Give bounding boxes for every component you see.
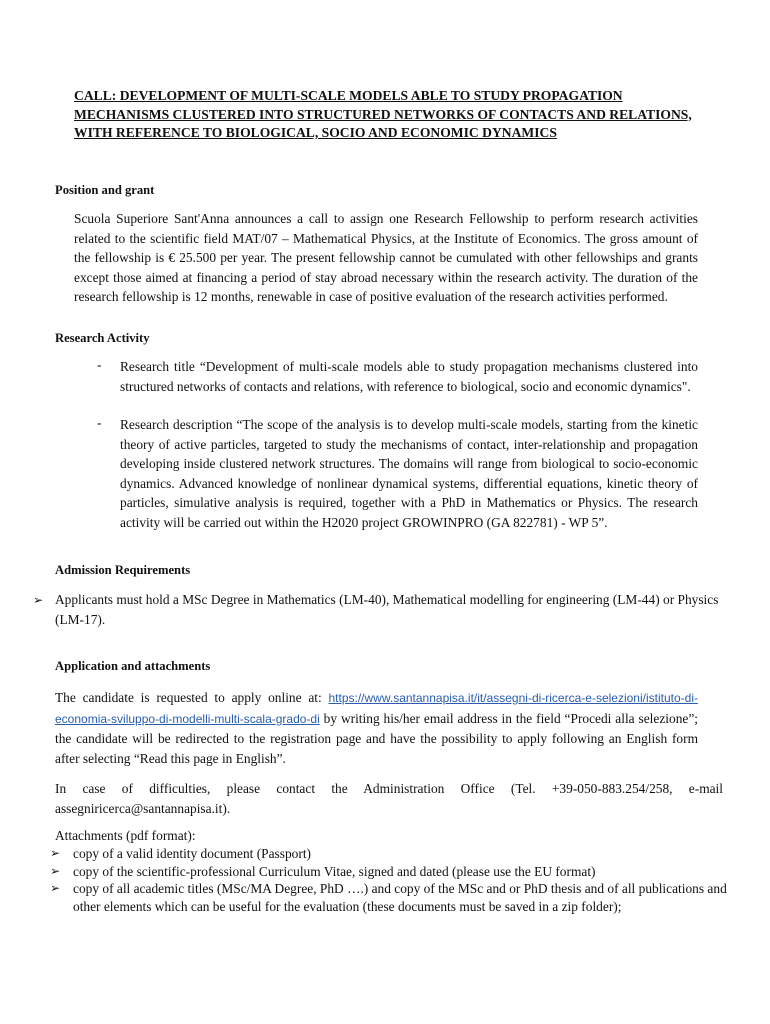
admission-requirement-item: Applicants must hold a MSc Degree in Mathematics (LM-40), Mathematical modelling for engineering (LM-44) or Physics (LM-17). bbox=[55, 592, 719, 627]
dash-bullet: - bbox=[97, 357, 102, 372]
arrow-bullet-icon: ➢ bbox=[50, 863, 61, 878]
application-intro: The candidate is requested to apply online at: bbox=[55, 690, 329, 705]
arrow-bullet-icon: ➢ bbox=[33, 593, 44, 607]
attachment-text: copy of all academic titles (MSc/MA Degree, PhD ….) and copy of the MSc and or PhD thesis and of all publications and other elements which can be useful for the evaluation (these documents must be saved in a zip folder); bbox=[73, 881, 727, 914]
position-paragraph: Scuola Superiore Sant'Anna announces a call to assign one Research Fellowship to perform research activities related to the scientific field MAT/07 – Mathematical Physics, at the Institute of Economics. The gross amount of the fellowship is € 25.500 per year. The present fellowship cannot be cumulated with other fellowships and grants except those aimed at financing a period of stay abroad necessary within the research activity. The duration of the research fellowship is 12 months, renewable in case of positive evaluation of the research activities performed. bbox=[74, 211, 698, 304]
application-paragraph bbox=[55, 688, 698, 768]
document-title: CALL: DEVELOPMENT OF MULTI-SCALE MODELS ABLE TO STUDY PROPAGATION MECHANISMS CLUSTERED INTO STRUCTURED NETWORKS OF CONTACTS AND RELATIONS, WITH REFERENCE TO BIOLOGICAL, SOCIO AND ECONOMIC DYNAMICS bbox=[74, 88, 692, 140]
attachment-text: copy of the scientific-professional Curriculum Vitae, signed and dated (please use the EU format) bbox=[73, 863, 596, 879]
position-heading: Position and grant bbox=[55, 183, 155, 197]
application-after-link: by writing his/her email address in the field “Procedi alla selezione”; the candidate will be redirected to the registration page and have the possibility to apply following an English form after selecting “Read this page in English”. bbox=[55, 710, 698, 766]
application-heading: Application and attachments bbox=[55, 659, 211, 673]
list-item bbox=[50, 880, 730, 915]
list-item bbox=[50, 845, 730, 863]
arrow-bullet-icon: ➢ bbox=[50, 881, 61, 895]
contact-paragraph: In case of difficulties, please contact the Administration Office (Tel. +39-050-883.254/258, e-mail assegniricerca@santannapisa.it). bbox=[55, 781, 723, 816]
research-title-item: Research title “Development of multi-scale models able to study propagation mechanisms clustered into structured networks of contacts and relations, with reference to biological, socio and economic dynamics". bbox=[120, 359, 698, 394]
admission-heading: Admission Requirements bbox=[55, 563, 191, 577]
attachments-label: Attachments (pdf format): bbox=[55, 828, 196, 843]
attachments-list bbox=[50, 845, 730, 915]
application-link[interactable]: https://www.santannapisa.it/it/assegni-di-ricerca-e-selezioni/istituto-di-economia-sviluppo-di-modelli-multi-scala-grado-di bbox=[55, 691, 698, 726]
research-heading: Research Activity bbox=[55, 331, 150, 345]
list-item bbox=[50, 863, 730, 881]
dash-bullet: - bbox=[97, 415, 102, 430]
research-description-item: Research description “The scope of the analysis is to develop multi-scale models, starting from the kinetic theory of active particles, targeted to study the mechanisms of contact, inter-relationship and propagation developing inside clustered network structures. The domains will range from biological to socio-economic dynamics. Advanced knowledge of nonlinear dynamical systems, differential equations, kinetic theory of particles, simulative analysis is required, together with a PhD in Mathematics or Physics. The research activity will be carried out within the H2020 project GROWINPRO (GA 822781) - WP 5”. bbox=[120, 417, 698, 530]
attachment-text: copy of a valid identity document (Passport) bbox=[73, 846, 312, 861]
arrow-bullet-icon: ➢ bbox=[50, 846, 61, 860]
